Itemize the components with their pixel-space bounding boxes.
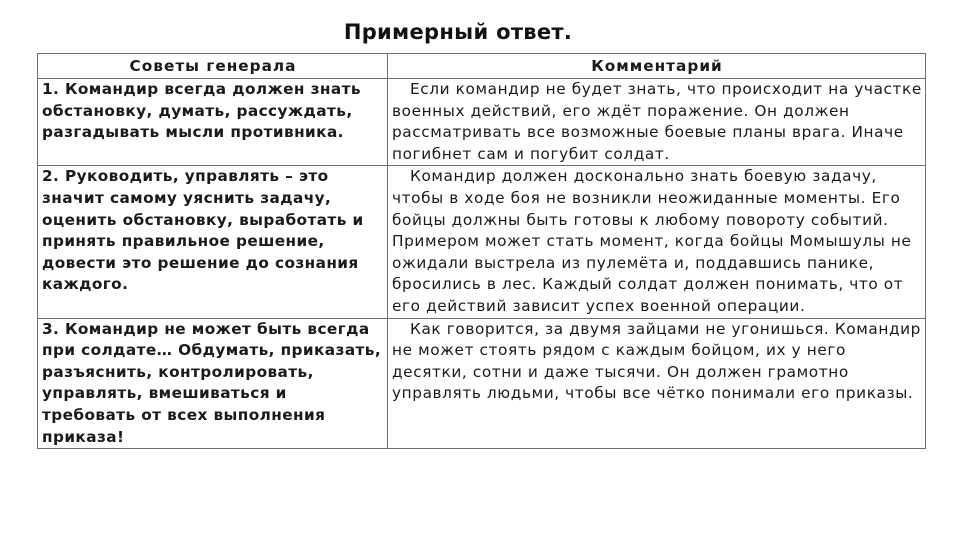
comment-cell: Как говорится, за двумя зайцами не угонишься. Командир не может стоять рядом с каждым бойцом, их у него десятки, сотни и даже тысячи. Он должен грамотно управлять людьми, чтобы все чётко понимали его приказы.: [388, 318, 926, 449]
table-row: [38, 318, 926, 449]
advice-table: [37, 53, 926, 449]
table-row: [38, 166, 926, 318]
comment-cell: Если командир не будет знать, что происходит на участке военных действий, его ждёт поражение. Он должен рассматривать все возможные боевые планы врага. Иначе погибнет сам и погубит солдат.: [388, 79, 926, 166]
advice-cell: 1. Командир всегда должен знать обстановку, думать, рассуждать, разгадывать мысли противника.: [38, 79, 388, 166]
advice-cell: 2. Руководить, управлять – это значит самому уяснить задачу, оценить обстановку, выработать и принять правильное решение, довести это решение до сознания каждого.: [38, 166, 388, 318]
advice-cell: 3. Командир не может быть всегда при солдате… Обдумать, приказать, разъяснить, контролировать, управлять, вмешиваться и требовать от всех выполнения приказа!: [38, 318, 388, 449]
table-header-row: [38, 54, 926, 79]
table-row: [38, 79, 926, 166]
column-header-comment: Комментарий: [388, 54, 926, 79]
comment-cell: Командир должен досконально знать боевую задачу, чтобы в ходе боя не возникли неожиданные моменты. Его бойцы должны быть готовы к любому повороту событий. Примером может стать момент, когда бойцы Момышулы не ожидали выстрела из пулемёта и, поддавшись панике, бросились в лес. Каждый солдат должен понимать, что от его действий зависит успех военной операции.: [388, 166, 926, 318]
column-header-advice: Советы генерала: [38, 54, 388, 79]
page-title: Примерный ответ.: [343, 20, 573, 44]
